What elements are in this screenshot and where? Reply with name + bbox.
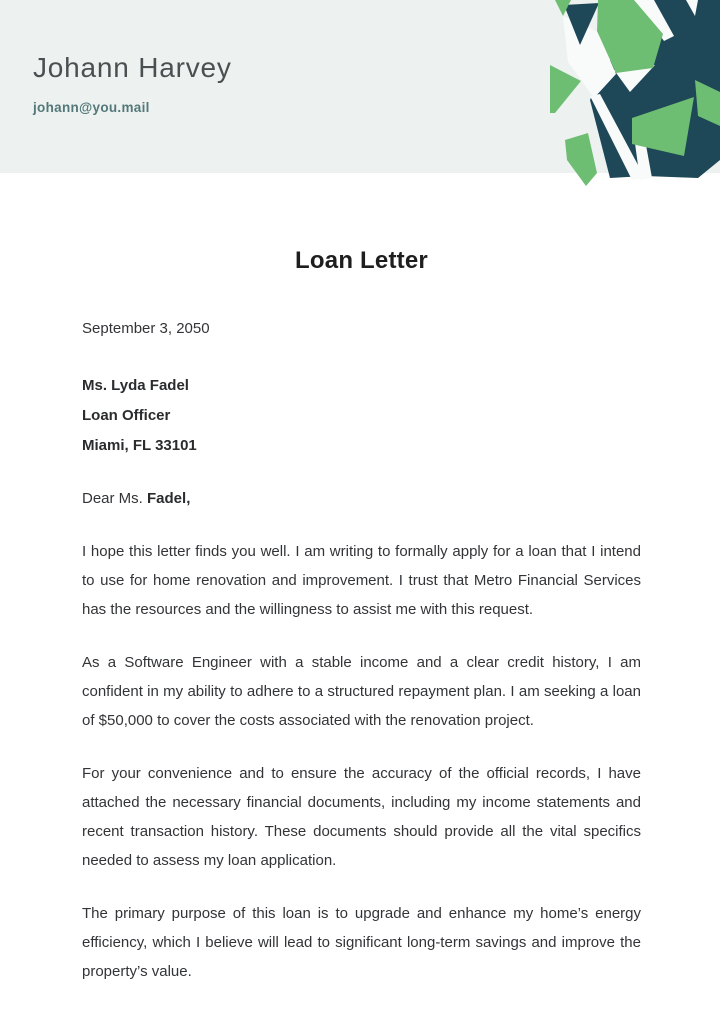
salutation-recipient-name: Fadel, <box>147 490 191 507</box>
recipient-block <box>82 371 641 461</box>
letter-body <box>0 248 720 986</box>
letterhead <box>0 0 720 173</box>
shattered-triangles-decoration-icon <box>550 0 720 192</box>
paragraph-purpose: The primary purpose of this loan is to upgrade and enhance my home’s energy efficiency, which I believe will lead to significant long-term savings and improve the property’s value. <box>82 905 641 980</box>
paragraph-documents: For your convenience and to ensure the accuracy of the official records, I have attached the necessary financial documents, including my income statements and recent transaction history. These documents should provide all the vital specifics needed to assess my loan application. <box>82 765 641 869</box>
letter-title: Loan Letter <box>295 247 428 274</box>
recipient-name: Ms. Lyda Fadel <box>82 377 189 394</box>
sender-email: johann@you.mail <box>33 100 150 115</box>
paragraph-intro: I hope this letter finds you well. I am writing to formally apply for a loan that I intend to use for home renovation and improvement. I trust that Metro Financial Services has the resources and the willingness to assist me with this request. <box>82 543 641 618</box>
sender-name: Johann Harvey <box>33 52 232 83</box>
salutation-prefix: Dear Ms. <box>82 490 148 507</box>
salutation <box>82 484 641 513</box>
paragraph-income: As a Software Engineer with a stable income and a clear credit history, I am confident in my ability to adhere to a structured repayment plan. I am seeking a loan of $50,000 to cover the costs associated with the renovation project. <box>82 654 641 729</box>
letter-date: September 3, 2050 <box>82 320 210 337</box>
recipient-address: Miami, FL 33101 <box>82 437 197 454</box>
recipient-role: Loan Officer <box>82 407 171 424</box>
